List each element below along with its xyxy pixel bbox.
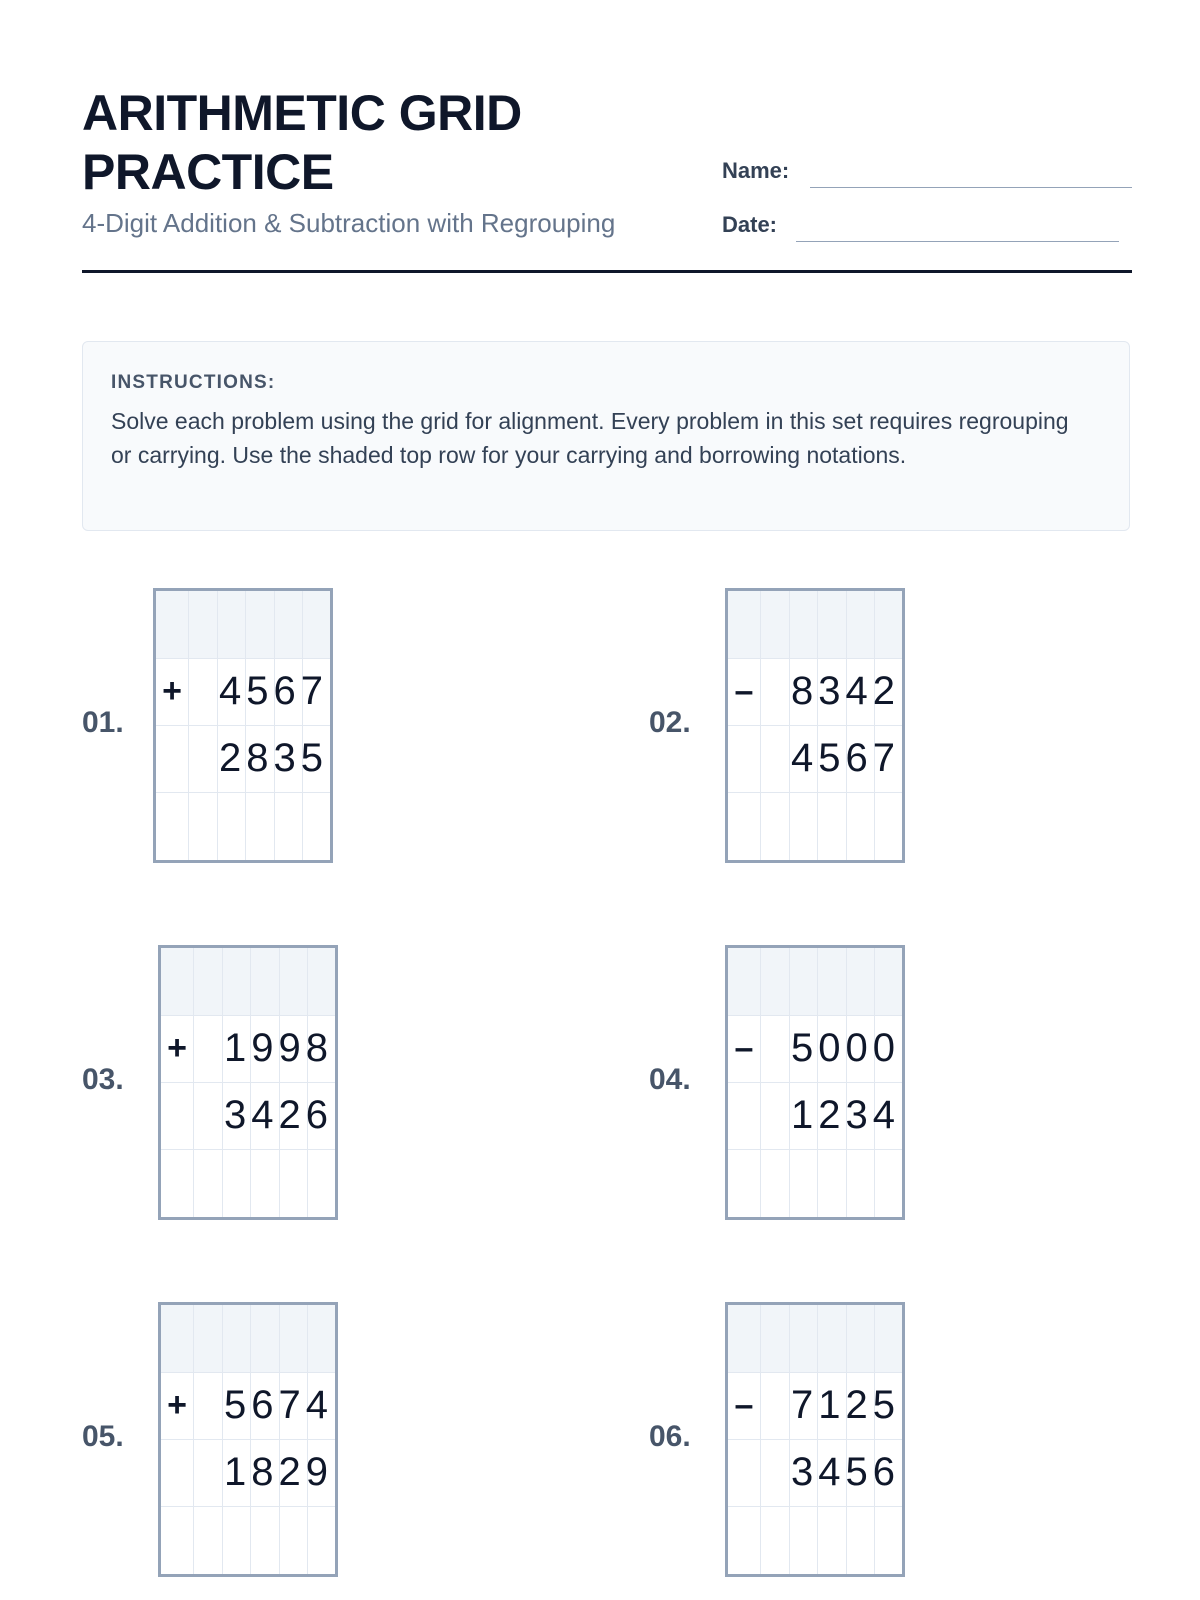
- operator-sign: –: [734, 1386, 754, 1424]
- date-line[interactable]: [796, 241, 1119, 242]
- instructions-text: Solve each problem using the grid for alignment. Every problem in this set requires regrouping or carrying. Use the shaded top row for your carrying and borrowing notations.: [111, 408, 1069, 468]
- instructions-box: [82, 341, 1130, 531]
- problem-grid: [725, 588, 905, 863]
- problem-grid: [725, 945, 905, 1220]
- header-divider: [82, 270, 1132, 273]
- name-field[interactable]: [722, 152, 1132, 188]
- operator-sign: –: [734, 672, 754, 710]
- operator-sign: +: [162, 672, 182, 710]
- operator-sign: +: [167, 1029, 187, 1067]
- problem-number: 02.: [649, 706, 691, 739]
- problem-number: 03.: [82, 1063, 124, 1096]
- name-label: Name:: [722, 158, 790, 183]
- problem-grid: [725, 1302, 905, 1577]
- bottom-operand: 3426: [224, 1093, 333, 1137]
- problem-grid: [158, 945, 338, 1220]
- bottom-operand: 3456: [791, 1450, 900, 1494]
- date-label: Date:: [722, 212, 778, 237]
- top-operand: 5674: [224, 1383, 333, 1427]
- carry-row[interactable]: [728, 1305, 902, 1372]
- bottom-operand: 1234: [791, 1093, 900, 1137]
- carry-row[interactable]: [156, 591, 330, 658]
- bottom-operand: 4567: [791, 736, 900, 780]
- problem-grid: [153, 588, 333, 863]
- carry-row[interactable]: [728, 591, 902, 658]
- page-title: ARITHMETIC GRID PRACTICE: [82, 85, 522, 200]
- carry-row[interactable]: [728, 948, 902, 1015]
- problem-number: 05.: [82, 1420, 124, 1453]
- name-line[interactable]: [810, 187, 1132, 188]
- bottom-operand: 1829: [224, 1450, 333, 1494]
- bottom-operand: 2835: [219, 736, 328, 780]
- worksheet-header: [82, 84, 1132, 274]
- operator-sign: +: [167, 1386, 187, 1424]
- carry-row[interactable]: [161, 1305, 335, 1372]
- operator-sign: –: [734, 1029, 754, 1067]
- top-operand: 8342: [791, 669, 900, 713]
- date-field[interactable]: [722, 206, 1119, 242]
- top-operand: 1998: [224, 1026, 333, 1070]
- problem-number: 06.: [649, 1420, 691, 1453]
- top-operand: 5000: [791, 1026, 900, 1070]
- page-subtitle: 4-Digit Addition & Subtraction with Regrouping: [82, 208, 616, 238]
- problem-number: 01.: [82, 706, 124, 739]
- carry-row[interactable]: [161, 948, 335, 1015]
- top-operand: 4567: [219, 669, 328, 713]
- instructions-heading: INSTRUCTIONS:: [111, 372, 276, 393]
- problem-number: 04.: [649, 1063, 691, 1096]
- problem-grid: [158, 1302, 338, 1577]
- top-operand: 7125: [791, 1383, 900, 1427]
